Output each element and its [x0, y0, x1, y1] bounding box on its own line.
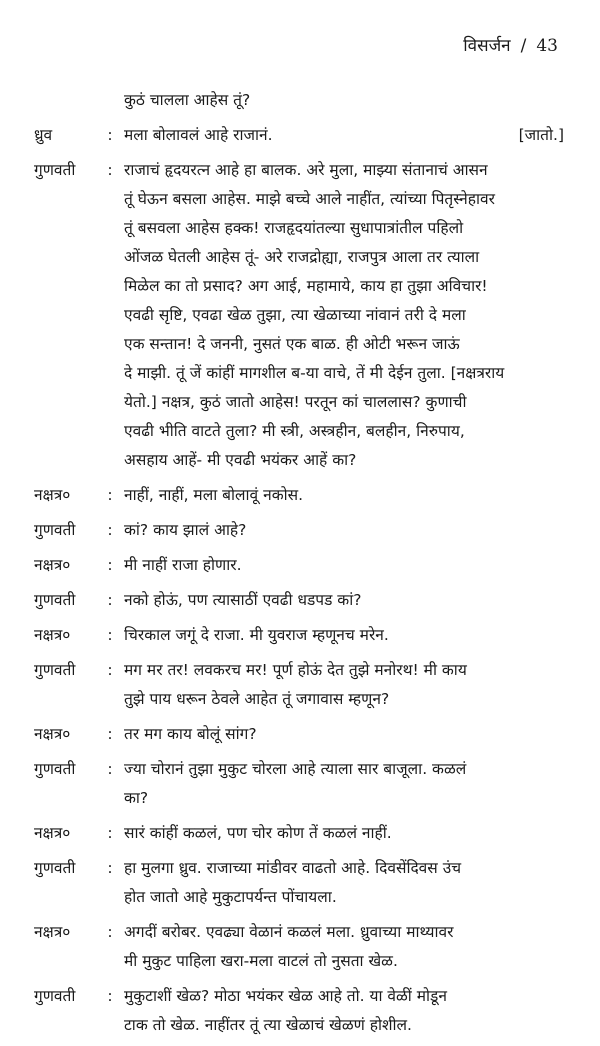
dialogue-entry — [34, 586, 564, 615]
speech-text — [124, 86, 564, 115]
speech-line-text: मुकुटाशीं खेळ? मोठा भयंकर खेळ आहे तो. या वेळीं मोडून — [124, 987, 447, 1005]
speech-text — [124, 755, 564, 813]
speech-line-text: येतो.] नक्षत्र, कुठं जातो आहेस! परतून कां चाललास? कुणाची — [124, 393, 467, 411]
speech-line — [124, 720, 564, 749]
speaker-colon: : — [107, 760, 113, 778]
speech-line — [124, 819, 564, 848]
dialogue-entry — [34, 854, 564, 912]
speech-line — [124, 301, 564, 330]
speaker-name: गुणवती — [34, 859, 76, 877]
speech-line — [124, 551, 564, 580]
speech-line-text: ओंजळ घेतली आहेस तूं- अरे राजद्रोह्या, राजपुत्र आला तर त्याला — [124, 248, 480, 266]
speech-line-text: तूं बसवला आहेस हक्क! राजहृदयांतल्या सुधापात्रांतील पहिलो — [124, 219, 464, 237]
speech-line — [124, 883, 564, 912]
speech-line-text: टाक तो खेळ. नाहींतर तूं त्या खेळाचं खेळणं होशील. — [124, 1016, 412, 1034]
speech-line-text: नाहीं, नाहीं, मला बोलावूं नकोस. — [124, 486, 304, 504]
speech-line-text: कां? काय झालं आहे? — [124, 521, 247, 539]
chapter-title: विसर्जन — [463, 36, 511, 56]
speech-line — [124, 918, 564, 947]
speech-text — [124, 982, 564, 1040]
speaker-name: गुणवती — [34, 987, 76, 1005]
speech-line — [124, 586, 564, 615]
dialogue-entry — [34, 86, 564, 115]
dialogue-body — [34, 86, 564, 1046]
speaker-colon: : — [107, 591, 113, 609]
speech-line — [124, 121, 564, 150]
speaker-name: गुणवती — [34, 161, 76, 179]
speaker-name: ध्रुव — [34, 126, 53, 144]
dialogue-entry — [34, 121, 564, 150]
dialogue-entry — [34, 755, 564, 813]
speech-line — [124, 947, 564, 976]
speech-text — [124, 121, 564, 150]
speaker-name: नक्षत्र० — [34, 556, 71, 574]
speech-line-text: मी मुकुट पाहिला खरा-मला वाटलं तो नुसता खेळ. — [124, 952, 398, 970]
page-number: 43 — [536, 36, 558, 56]
speaker-name: गुणवती — [34, 760, 76, 778]
speech-line — [124, 185, 564, 214]
dialogue-entry — [34, 819, 564, 848]
dialogue-entry — [34, 982, 564, 1040]
speech-line-text: कुठं चालला आहेस तूं? — [124, 91, 251, 109]
speech-line-text: एक सन्तान! दे जननी, नुसतं एक बाळ. ही ओटी भरून जाऊं — [124, 335, 460, 353]
speech-line — [124, 86, 564, 115]
speech-line — [124, 516, 564, 545]
speech-text — [124, 551, 564, 580]
speaker-colon: : — [107, 824, 113, 842]
speech-text — [124, 819, 564, 848]
speech-line-text: हा मुलगा ध्रुव. राजाच्या मांडीवर वाढतो आहे. दिवसेंदिवस उंच — [124, 859, 462, 877]
speaker-colon: : — [107, 661, 113, 679]
speech-line-text: राजाचं हृदयरत्न आहे हा बालक. अरे मुला, माझ्या संतानाचं आसन — [124, 161, 488, 179]
speech-line — [124, 330, 564, 359]
speech-line-text: तुझे पाय धरून ठेवले आहेत तूं जगावास म्हणून? — [124, 690, 390, 708]
speech-line — [124, 481, 564, 510]
speech-line — [124, 446, 564, 475]
speech-line — [124, 685, 564, 714]
speech-line-text: मिळेल का तो प्रसाद? अग आई, महामाये, काय हा तुझा अविचार! — [124, 277, 488, 295]
speech-line — [124, 755, 564, 784]
speaker-name: नक्षत्र० — [34, 824, 71, 842]
dialogue-entry — [34, 918, 564, 976]
speech-line-text: चिरकाल जगूं दे राजा. मी युवराज म्हणूनच मरेन. — [124, 626, 389, 644]
speech-line-text: तूं घेऊन बसला आहेस. माझे बच्चे आले नाहींत, त्यांच्या पितृस्नेहावर — [124, 190, 495, 208]
speech-text — [124, 621, 564, 650]
dialogue-entry — [34, 621, 564, 650]
speech-line-text: तर मग काय बोलूं सांग? — [124, 725, 257, 743]
dialogue-entry — [34, 481, 564, 510]
speech-line-text: ज्या चोरानं तुझा मुकुट चोरला आहे त्याला सार बाजूला. कळलं — [124, 760, 467, 778]
speech-line-text: एवढी भीति वाटते तुला? मी स्त्री, अस्त्रहीन, बलहीन, निरुपाय, — [124, 422, 465, 440]
speech-line-text: एवढी सृष्टि, एवढा खेळ तुझा, त्या खेळाच्या नांवानं तरी दे मला — [124, 306, 466, 324]
speech-line-text: असहाय आहें- मी एवढी भयंकर आहें का? — [124, 451, 357, 469]
speech-line — [124, 621, 564, 650]
speech-text — [124, 854, 564, 912]
speaker-colon: : — [107, 126, 113, 144]
speaker-colon: : — [107, 859, 113, 877]
speech-text — [124, 156, 564, 475]
speaker-colon: : — [107, 161, 113, 179]
speech-text — [124, 720, 564, 749]
speech-line-text: सारं कांहीं कळलं, पण चोर कोण तें कळलं नाहीं. — [124, 824, 392, 842]
speaker-colon: : — [107, 486, 113, 504]
speech-line — [124, 359, 564, 388]
speaker-colon: : — [107, 521, 113, 539]
speech-line — [124, 272, 564, 301]
speech-line — [124, 388, 564, 417]
speaker-name: नक्षत्र० — [34, 725, 71, 743]
dialogue-entry — [34, 551, 564, 580]
speech-line-text: मग मर तर! लवकरच मर! पूर्ण होऊं देत तुझे मनोरथ! मी काय — [124, 661, 467, 679]
dialogue-entry — [34, 656, 564, 714]
speech-text — [124, 656, 564, 714]
speech-text — [124, 481, 564, 510]
speaker-name: नक्षत्र० — [34, 486, 71, 504]
speech-line-text: मला बोलावलं आहे राजानं. — [124, 126, 273, 144]
speaker-colon: : — [107, 626, 113, 644]
speech-line-text: नको होऊं, पण त्यासाठीं एवढी धडपड कां? — [124, 591, 362, 609]
speech-text — [124, 586, 564, 615]
speaker-colon: : — [107, 725, 113, 743]
speech-line — [124, 656, 564, 685]
running-head — [463, 34, 558, 58]
speech-line-text: का? — [124, 789, 149, 807]
speech-line — [124, 417, 564, 446]
dialogue-entry — [34, 156, 564, 475]
dialogue-entry — [34, 516, 564, 545]
speech-line-text: अगदीं बरोबर. एवढ्या वेळानं कळलं मला. ध्रुवाच्या माथ्यावर — [124, 923, 454, 941]
speech-line — [124, 214, 564, 243]
speech-line-text: मी नाहीं राजा होणार. — [124, 556, 242, 574]
speaker-name: गुणवती — [34, 661, 76, 679]
speaker-name: गुणवती — [34, 521, 76, 539]
speaker-colon: : — [107, 987, 113, 1005]
speech-line — [124, 156, 564, 185]
speaker-colon: : — [107, 556, 113, 574]
speech-line — [124, 243, 564, 272]
speaker-name: नक्षत्र० — [34, 626, 71, 644]
speaker-colon: : — [107, 923, 113, 941]
speaker-name: गुणवती — [34, 591, 76, 609]
speech-line — [124, 854, 564, 883]
stage-direction: [जातो.] — [518, 126, 564, 144]
speech-text — [124, 918, 564, 976]
speech-line-text: होत जातो आहे मुकुटापर्यन्त पोंचायला. — [124, 888, 337, 906]
dialogue-entry — [34, 720, 564, 749]
speech-text — [124, 516, 564, 545]
speaker-name: नक्षत्र० — [34, 923, 71, 941]
speech-line-text: दे माझी. तूं जें कांहीं मागशील ब-या वाचे, तें मी देईन तुला. [नक्षत्रराय — [124, 364, 505, 382]
header-separator: / — [520, 36, 527, 56]
speech-line — [124, 982, 564, 1011]
speech-line — [124, 784, 564, 813]
